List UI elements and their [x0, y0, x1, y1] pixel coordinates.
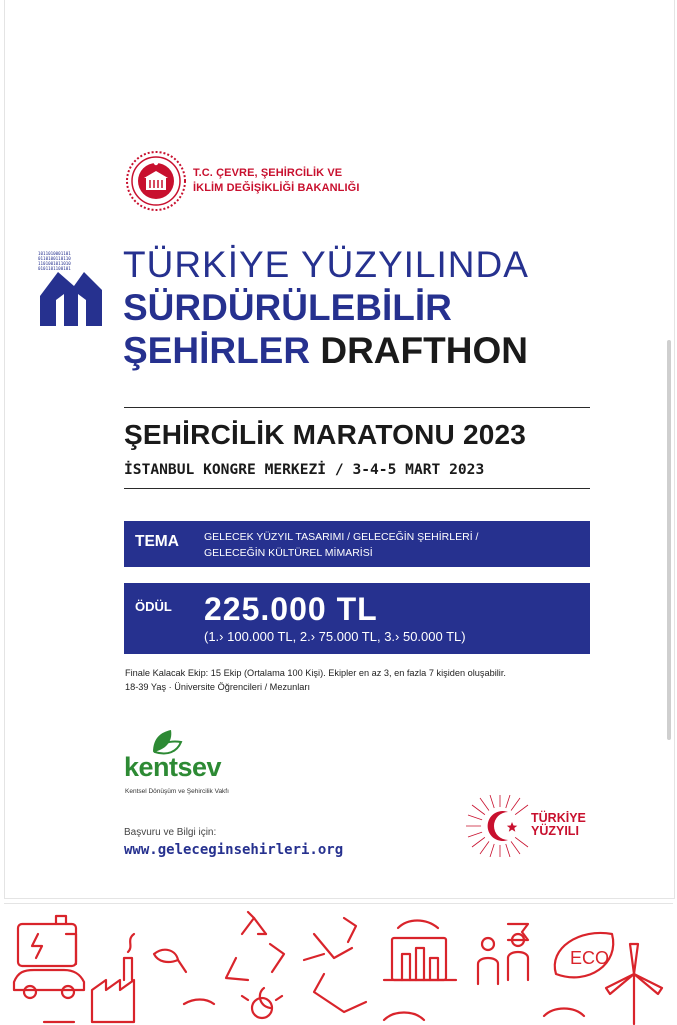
svg-text:1011010001101: 1011010001101 [38, 251, 71, 256]
divider-top [124, 407, 590, 408]
contact-url-link[interactable]: www.geleceginsehirleri.org [124, 842, 344, 858]
prize-detail: (1.› 100.000 TL, 2.› 75.000 TL, 3.› 50.000 TL) [204, 629, 466, 644]
turkiye-yuzyili-text [531, 812, 586, 838]
ty-line-2: YÜZYILI [531, 824, 579, 838]
svg-text:0101101100101: 0101101100101 [38, 266, 71, 271]
title-line-3 [123, 329, 603, 372]
eligibility-note: 18-39 Yaş · Üniversite Öğrencileri / Mezunları [125, 682, 311, 692]
title-line-1: TÜRKİYE YÜZYILINDA [123, 244, 529, 285]
event-name: ŞEHİRCİLİK MARATONU 2023 [124, 419, 527, 450]
theme-band [124, 521, 590, 567]
recycle-icon [226, 912, 284, 1008]
contact-label: Başvuru ve Bilgi için: [124, 827, 217, 838]
scrollbar[interactable] [667, 340, 671, 740]
plant-icon [154, 950, 584, 1016]
drafthon-building-logo-icon [38, 250, 104, 330]
team-note: Finale Kalacak Ekip: 15 Ekip (Ortalama 100 Kişi). Ekipler en az 3, en fazla 7 kişiden oluşabilir. [125, 668, 506, 678]
ty-line-1: TÜRKİYE [531, 811, 586, 825]
title-line-3-part-a: ŞEHİRLER [123, 330, 311, 371]
hands-together-icon [304, 918, 366, 1012]
theme-label: TEMA [135, 533, 179, 550]
kentsev-subtitle: Kentsel Dönüşüm ve Şehircilik Vakfı [125, 788, 229, 795]
theme-line-2: GELECEĞİN KÜLTÜREL MİMARİSİ [204, 546, 373, 559]
ministry-header [125, 150, 359, 212]
electric-car-icon [14, 916, 84, 998]
people-icon [478, 924, 528, 984]
wind-turbine-icon [606, 944, 662, 1024]
ministry-name-line1: T.C. ÇEVRE, ŞEHİRCİLİK VE [193, 167, 343, 179]
prize-label: ÖDÜL [135, 599, 172, 614]
event-venue: İSTANBUL KONGRE MERKEZİ / 3-4-5 MART 2023 [124, 461, 485, 478]
theme-text [204, 530, 584, 561]
main-title [123, 243, 603, 372]
prize-value: 225.000 TL [204, 591, 378, 627]
title-line-3-part-b: DRAFTHON [320, 330, 528, 371]
kentsev-name: kentsev [124, 752, 222, 782]
factory-icon [92, 934, 134, 1022]
eco-label: ECO [570, 948, 610, 968]
ministry-seal-icon [125, 150, 187, 212]
theme-line-1: GELECEK YÜZYIL TASARIMI / GELECEĞİN ŞEHİRLERİ / [204, 531, 479, 543]
ministry-name-line2: İKLİM DEĞİŞİKLİĞİ BAKANLIĞI [193, 182, 360, 194]
bottom-icon-strip [4, 903, 673, 1025]
divider-bottom [124, 488, 590, 489]
svg-text:1101001011010: 1101001011010 [38, 261, 71, 266]
svg-text:0110100110110: 0110100110110 [38, 256, 71, 261]
eco-icon [555, 933, 613, 977]
prize-band [124, 583, 590, 654]
title-line-2: SÜRDÜRÜLEBİLİR [123, 287, 452, 328]
lightbulb-icon [242, 996, 282, 1018]
city-icon [384, 921, 456, 981]
